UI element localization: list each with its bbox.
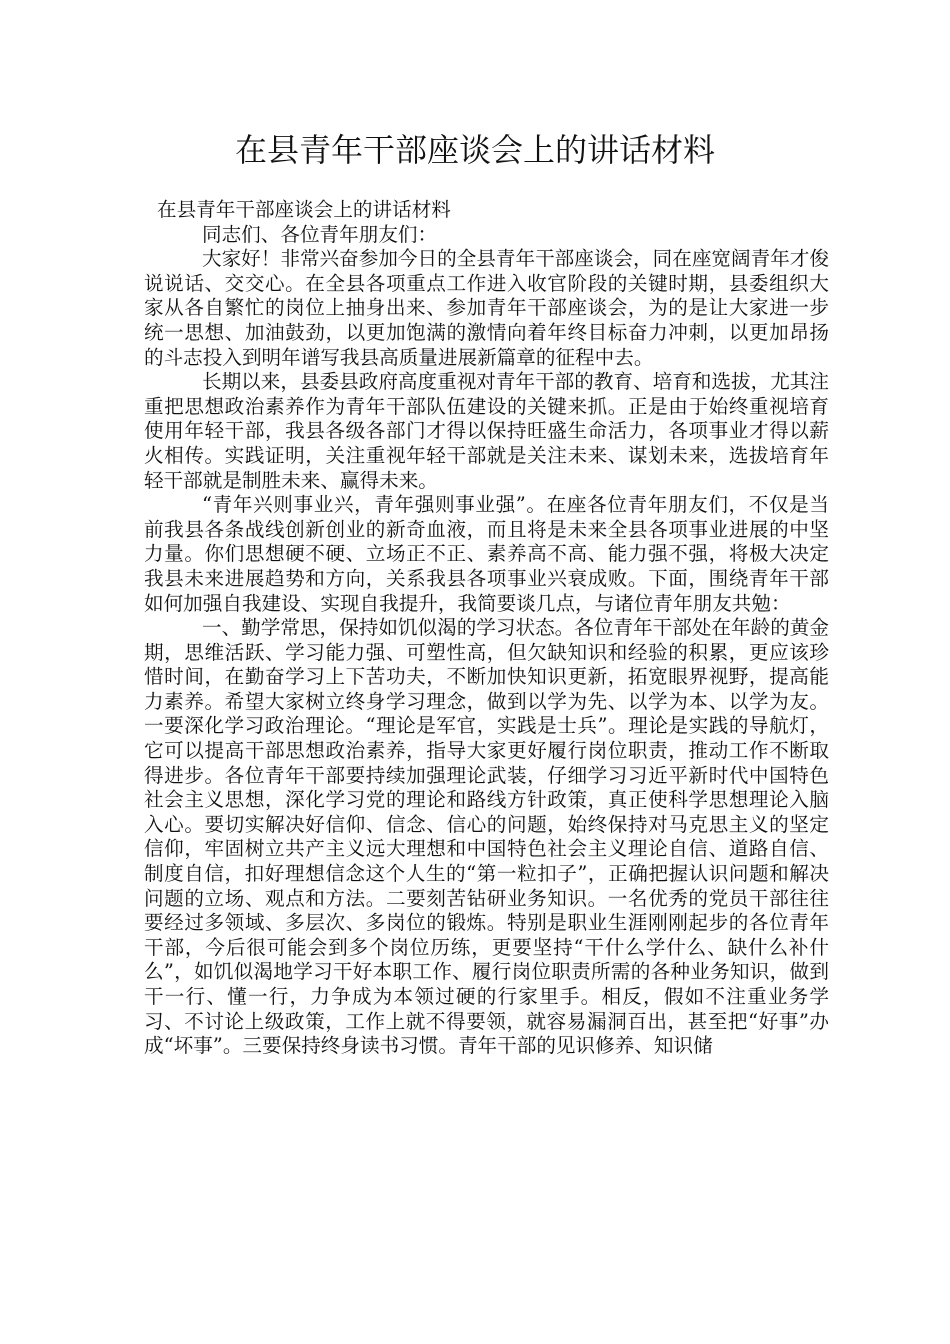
document-title: 在县青年干部座谈会上的讲话材料 xyxy=(234,131,715,169)
salutation-paragraph: 同志们、各位青年朋友们： xyxy=(202,222,438,246)
document-body xyxy=(144,198,829,1059)
study-section-paragraph: 一、勤学常思，保持如饥似渴的学习状态。各位青年干部处在年龄的黄金期，思维活跃、学习能力强、可塑性高，但欠缺知识和经验的积累，更应该珍惜时间，在勤奋学习上下苦功夫，不断加快知识更新，拓宽眼界视野，提高能力素养。希望大家树立终身学习理念，做到以学为先、以学为本、以学为友。一要深化学习政治理论。“理论是军官，实践是士兵”。理论是实践的导航灯，它可以提高干部思想政治素养，指导大家更好履行岗位职责，推动工作不断取得进步。各位青年干部要持续加强理论武装，仔细学习习近平新时代中国特色社会主义思想，深化学习党的理论和路线方针政策，真正使科学思想理论入脑入心。要切实解决好信仰、信念、信心的问题，始终保持对马克思主义的坚定信仰，牢固树立共产主义远大理想和中国特色社会主义理论自信、道路自信、制度自信，扣好理想信念这个人生的“第一粒扣子”，正确把握认识问题和解决问题的立场、观点和方法。二要刻苦钻研业务知识。一名优秀的党员干部往往要经过多领域、多层次、多岗位的锻炼。特别是职业生涯刚刚起步的各位青年干部，今后很可能会到多个岗位历练，更要坚持“干什么学什么、缺什么补什么”，如饥似渴地学习干好本职工作、履行岗位职责所需的各种业务知识，做到干一行、懂一行，力争成为本领过硬的行家里手。相反，假如不注重业务学习、不讨论上级政策，工作上就不得要领，就容易漏洞百出，甚至把“好事”办成“坏事”。三要保持终身读书习惯。青年干部的见识修养、知识储 xyxy=(144,616,829,1058)
youth-importance-paragraph: “青年兴则事业兴，青年强则事业强”。在座各位青年朋友们，不仅是当前我县各条战线创新创业的新奇血液，而且将是未来全县各项事业进展的中坚力量。你们思想硬不硬、立场正不正、素养高不高、能力强不强，将极大决定我县未来进展趋势和方向，关系我县各项事业兴衰成败。下面，围绕青年干部如何加强自我建设、实现自我提升，我简要谈几点，与诸位青年朋友共勉： xyxy=(144,493,829,615)
background-paragraph: 长期以来，县委县政府高度重视对青年干部的教育、培育和选拔，尤其注重把思想政治素养作为青年干部队伍建设的关键来抓。正是由于始终重视培育使用年轻干部，我县各级各部门才得以保持旺盛生命活力，各项事业才得以薪火相传。实践证明，关注重视年轻干部就是关注未来、谋划未来，选拔培育年轻干部就是制胜未来、赢得未来。 xyxy=(144,370,829,492)
repeated-title-paragraph: 在县青年干部座谈会上的讲话材料 xyxy=(157,198,451,221)
opening-paragraph: 大家好！非常兴奋参加今日的全县青年干部座谈会，同在座宽阔青年才俊说说话、交交心。在全县各项重点工作进入收官阶段的关键时期，县委组织大家从各自繁忙的岗位上抽身出来、参加青年干部座谈会，为的是让大家进一步统一思想、加油鼓劲，以更加饱满的激情向着年终目标奋力冲刺，以更加昂扬的斗志投入到明年谱写我县高质量进展新篇章的征程中去。 xyxy=(144,247,829,369)
